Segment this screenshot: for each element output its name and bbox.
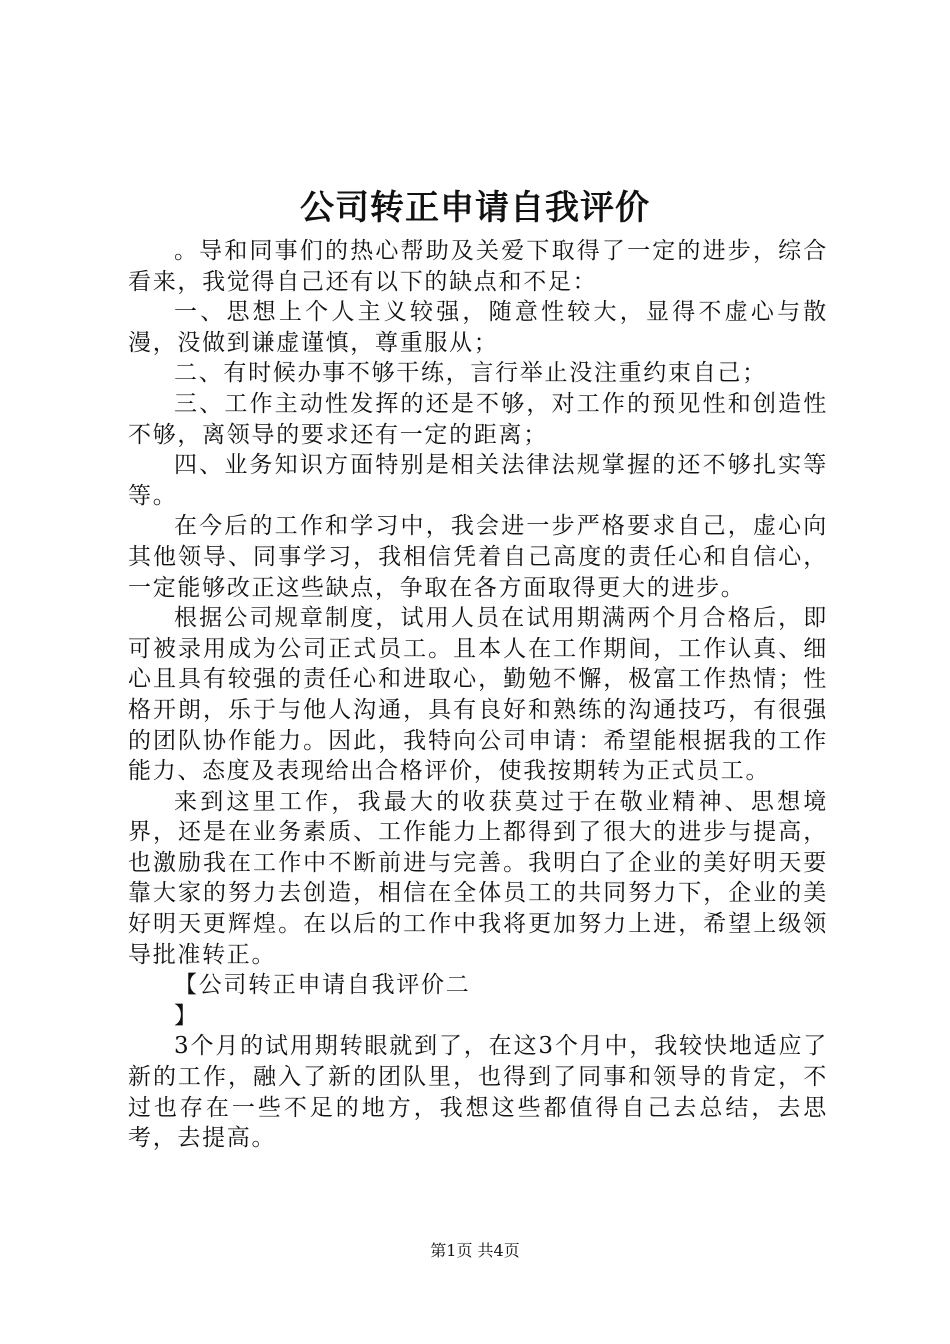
paragraph-intro: 。导和同事们的热心帮助及关爱下取得了一定的进步，综合看来，我觉得自己还有以下的缺点和不足： <box>128 238 828 295</box>
paragraph-shortcoming-1: 一、思想上个人主义较强，随意性较大，显得不虚心与散漫，没做到谦虚谨慎，尊重服从； <box>128 299 828 356</box>
paragraph-gains: 来到这里工作，我最大的收获莫过于在敬业精神、思想境界，还是在业务素质、工作能力上都得到了很大的进步与提高，也激励我在工作中不断前进与完善。我明白了企业的美好明天要靠大家的努力去创造，相信在全体员工的共同努力下，企业的美好明天更辉煌。在以后的工作中我将更加努力上进，希望上级领导批准转正。 <box>128 788 828 968</box>
document-body <box>128 236 828 1154</box>
section-heading-bracket-close: 】 <box>174 1002 199 1029</box>
paragraph-future-plan: 在今后的工作和学习中，我会进一步严格要求自己，虚心向其他领导、同事学习，我相信凭着自己高度的责任心和自信心，一定能够改正这些缺点，争取在各方面取得更大的进步。 <box>128 513 828 601</box>
paragraph-shortcoming-3: 三、工作主动性发挥的还是不够，对工作的预见性和创造性不够，离领导的要求还有一定的距离； <box>128 390 828 448</box>
page-number-footer: 第1页 共4页 <box>430 1241 520 1260</box>
paragraph-probation: 3个月的试用期转眼就到了，在这3个月中，我较快地适应了新的工作，融入了新的团队里，也得到了同事和领导的肯定，不过也存在一些不足的地方，我想这些都值得自己去总结，去思考，去提高。 <box>128 1033 828 1152</box>
paragraph-application: 根据公司规章制度，试用人员在试用期满两个月合格后，即可被录用成为公司正式员工。且本人在工作期间，工作认真、细心且具有较强的责任心和进取心，勤勉不懈，极富工作热情；性格开朗，乐于与他人沟通，具有良好和熟练的沟通技巧，有很强的团队协作能力。因此，我特向公司申请：希望能根据我的工作能力、态度及表现给出合格评价，使我按期转为正式员工。 <box>128 605 828 785</box>
paragraph-shortcoming-4: 四、业务知识方面特别是相关法律法规掌握的还不够扎实等等。 <box>128 452 828 509</box>
section-heading-part-two: 【公司转正申请自我评价二 <box>174 972 471 999</box>
paragraph-shortcoming-2: 二、有时候办事不够干练，言行举止没注重约束自己； <box>174 360 767 387</box>
document-title: 公司转正申请自我评价 <box>300 188 650 228</box>
